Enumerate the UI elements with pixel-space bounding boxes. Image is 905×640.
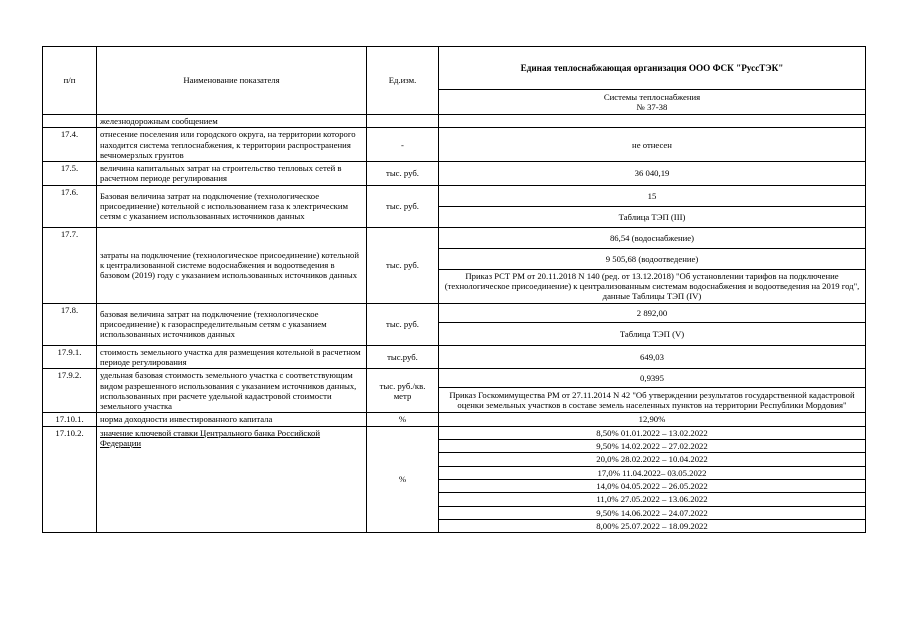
cell-num: 17.9.1. [43,345,97,369]
key-rate-label: значение ключевой ставки Центрального банка Российской Федерации [100,427,321,449]
table-row [43,128,866,162]
cell-value: 12,90% [439,413,866,426]
indicators-table [42,46,866,533]
cell-unit: тыс. руб. [367,303,439,345]
cell-unit: % [367,413,439,426]
table-row [43,413,866,426]
cell-name: базовая величина затрат на подключение (технологическое присоединение) к газораспределительным сетям с указанием использованных источников данных [97,303,367,345]
cell-unit: тыс. руб. [367,185,439,227]
cell-name: норма доходности инвестированного капитала [97,413,367,426]
cell-name [97,426,367,532]
header-systems [439,90,866,115]
cell-value: Таблица ТЭП (III) [439,206,866,227]
header-organization: Единая теплоснабжающая организация ООО ФСК "РуссТЭК" [439,47,866,90]
cell-num: 17.4. [43,128,97,162]
cell-value: 0,9395 [439,369,866,388]
cell-value [439,115,866,128]
key-rate-value: 8,00% 25.07.2022 – 18.09.2022 [439,519,866,532]
cell-value: Таблица ТЭП (V) [439,322,866,345]
cell-value: 9 505,68 (водоотведение) [439,248,866,269]
cell-value: 15 [439,185,866,206]
table-row [43,227,866,248]
key-rate-value: 9,50% 14.06.2022 – 24.07.2022 [439,506,866,519]
cell-num: 17.8. [43,303,97,345]
cell-unit: тыс. руб. [367,227,439,303]
cell-num: 17.10.1. [43,413,97,426]
header-systems-line1: Системы теплоснабжения [603,91,701,102]
cell-name: удельная базовая стоимость земельного участка с соответствующим видом разрешенного использования с указанием источников данных, использованных при расчете удельной кадастровой стоимости земельного участка [97,369,367,413]
table-row [43,115,866,128]
key-rate-value: 11,0% 27.05.2022 – 13.06.2022 [439,493,866,506]
table-row [43,369,866,388]
cell-value: Приказ РСТ РМ от 20.11.2018 N 140 (ред. от 13.12.2018) "Об установлении тарифов на подключение (технологическое присоединение) к централизованным системам водоснабжения и водоотведения на 2019 год", данные Таблицы ТЭП (IV) [439,269,866,303]
table-header-row [43,47,866,90]
key-rate-value: 17,0% 11.04.2022– 03.05.2022 [439,466,866,479]
cell-value: не отнесен [439,128,866,162]
cell-num: 17.10.2. [43,426,97,532]
cell-unit: % [367,426,439,532]
table-row [43,426,866,439]
cell-unit: - [367,128,439,162]
cell-name: железнодорожным сообщением [97,115,367,128]
key-rate-value: 8,50% 01.01.2022 – 13.02.2022 [439,426,866,439]
key-rate-value: 9,50% 14.02.2022 – 27.02.2022 [439,440,866,453]
cell-name: затраты на подключение (технологическое присоединение) котельной к централизованной системе водоснабжения и водоотведения в базовом (2019) году с указанием использованных источников данных [97,227,367,303]
key-rate-value: 20,0% 28.02.2022 – 10.04.2022 [439,453,866,466]
cell-num: 17.7. [43,227,97,303]
cell-name: величина капитальных затрат на строительство тепловых сетей в расчетном периоде регулирования [97,162,367,186]
cell-name: стоимость земельного участка для размещения котельной в расчетном периоде регулирования [97,345,367,369]
header-systems-line2: № 37-38 [636,102,668,112]
header-unit: Ед.изм. [367,47,439,115]
cell-value: Приказ Госкомимущества РМ от 27.11.2014 N 42 "Об утверждении результатов государственной кадастровой оценки земельных участков в составе земель населенных пунктов на территории Республики Мордовия" [439,388,866,413]
table-row [43,185,866,206]
cell-value: 36 040,19 [439,162,866,186]
cell-num [43,115,97,128]
table-row [43,303,866,322]
cell-unit: тыс.руб. [367,345,439,369]
key-rate-value: 14,0% 04.05.2022 – 26.05.2022 [439,479,866,492]
cell-name: Базовая величина затрат на подключение (технологическое присоединение) котельной с использованием газа к электрическим сетям с указанием использованных источников данных [97,185,367,227]
cell-num: 17.9.2. [43,369,97,413]
cell-unit: тыс. руб./кв. метр [367,369,439,413]
cell-value: 86,54 (водоснабжение) [439,227,866,248]
cell-value: 649,03 [439,345,866,369]
cell-num: 17.6. [43,185,97,227]
header-name: Наименование показателя [97,47,367,115]
table-row [43,162,866,186]
cell-unit: тыс. руб. [367,162,439,186]
cell-unit [367,115,439,128]
table-row [43,345,866,369]
header-num: п/п [43,47,97,115]
cell-value: 2 892,00 [439,303,866,322]
cell-num: 17.5. [43,162,97,186]
cell-name: отнесение поселения или городского округа, на территории которого находится система теплоснабжения, к территории распространения вечномерзлых грунтов [97,128,367,162]
